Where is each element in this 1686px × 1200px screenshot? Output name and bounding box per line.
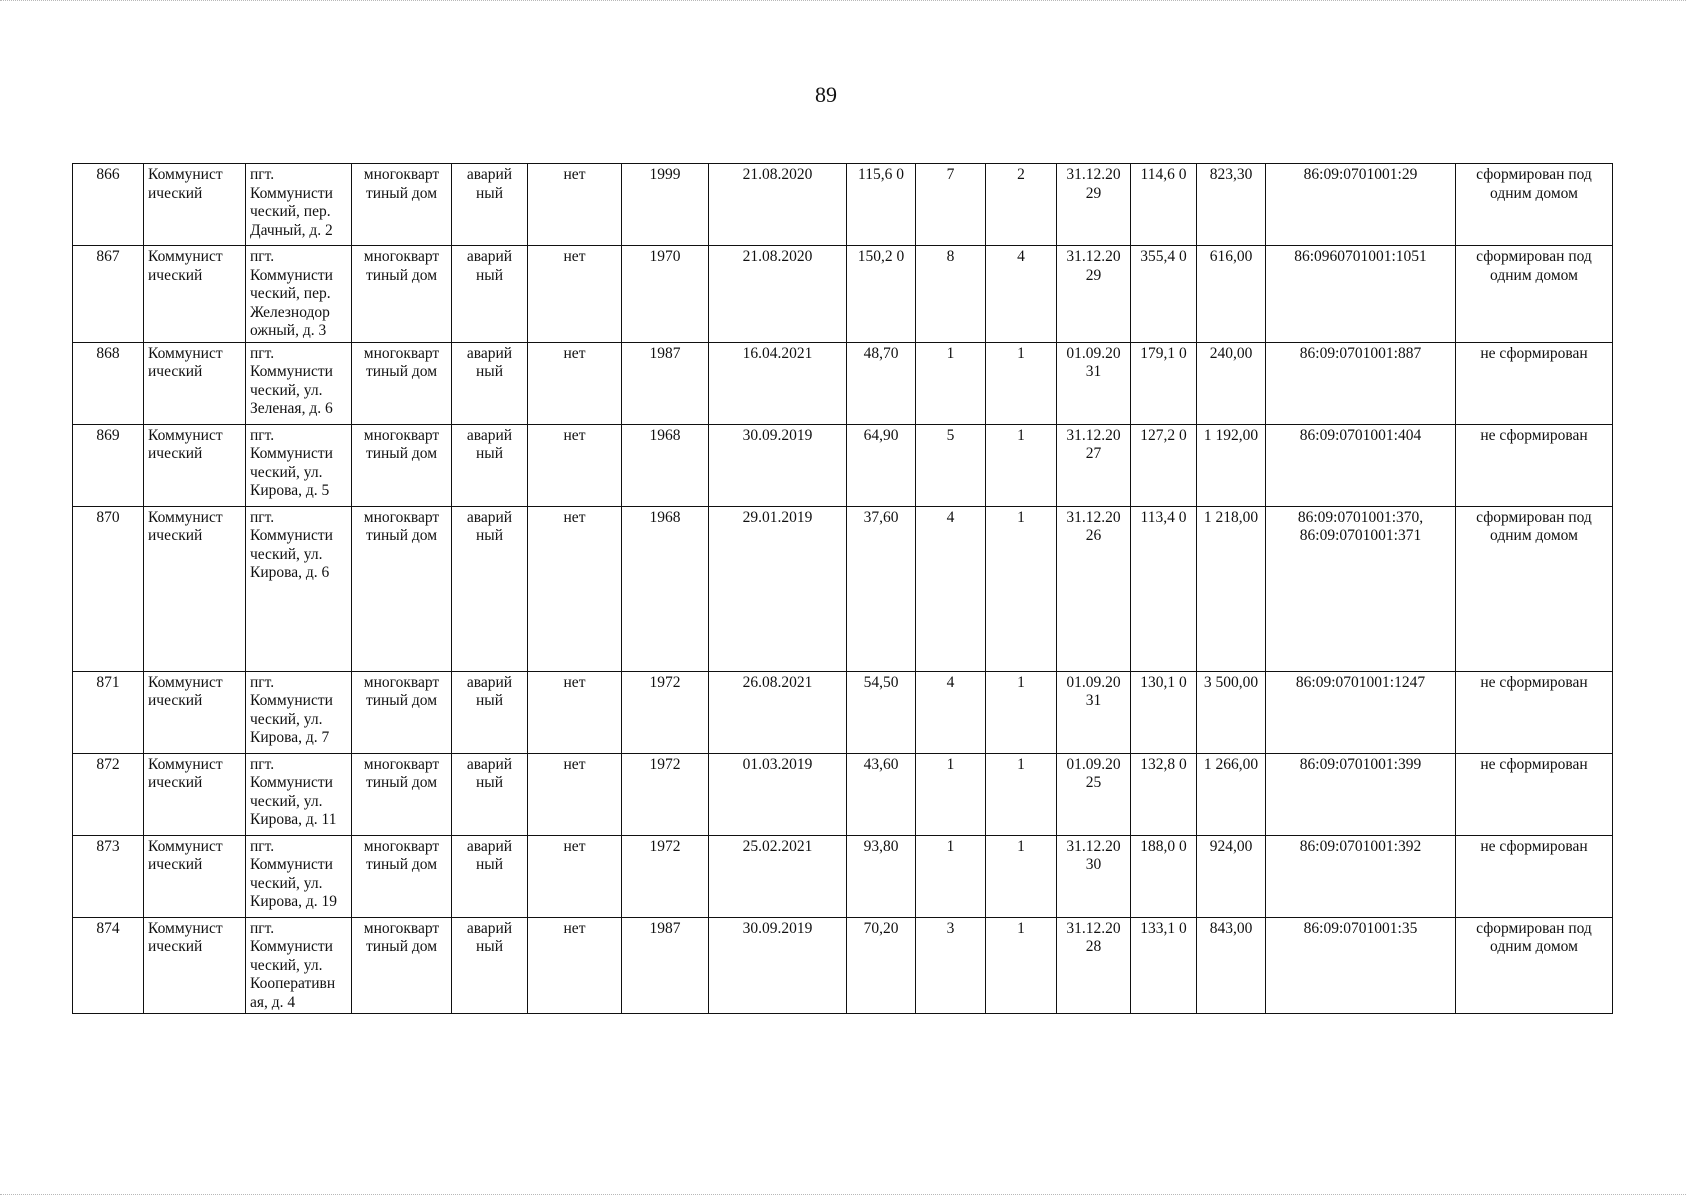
- cell-land-status: сформирован под одним домом: [1456, 164, 1613, 246]
- cell-number: 870: [73, 506, 144, 671]
- cell-date: 16.04.2021: [709, 342, 847, 424]
- cell-municipality: Коммунист ический: [144, 917, 246, 1014]
- cell-municipality: Коммунист ический: [144, 835, 246, 917]
- scan-edge-top: [0, 0, 1686, 3]
- cell-year: 1972: [622, 835, 709, 917]
- table-row: [73, 164, 1613, 246]
- cell-deadline: 01.09.20 31: [1057, 671, 1131, 753]
- cell-area-2: 179,1 0: [1131, 342, 1197, 424]
- table-row: [73, 246, 1613, 343]
- cell-number: 872: [73, 753, 144, 835]
- cell-count-1: 5: [916, 424, 986, 506]
- cell-date: 30.09.2019: [709, 917, 847, 1014]
- cell-flag: нет: [528, 246, 622, 343]
- cell-address: пгт. Коммунисти ческий, ул. Зеленая, д. 6: [246, 342, 352, 424]
- cell-area-2: 127,2 0: [1131, 424, 1197, 506]
- cell-address: пгт. Коммунисти ческий, ул. Кирова, д. 7: [246, 671, 352, 753]
- cell-deadline: 01.09.20 31: [1057, 342, 1131, 424]
- cell-house-type: многокварт тиный дом: [352, 753, 452, 835]
- cell-address: пгт. Коммунисти ческий, ул. Кооперативн ая, д. 4: [246, 917, 352, 1014]
- cell-status: аварий ный: [452, 424, 528, 506]
- cell-address: пгт. Коммунисти ческий, пер. Дачный, д. 2: [246, 164, 352, 246]
- cell-year: 1987: [622, 917, 709, 1014]
- cell-municipality: Коммунист ический: [144, 164, 246, 246]
- cell-count-2: 2: [986, 164, 1057, 246]
- cell-area-2: 114,6 0: [1131, 164, 1197, 246]
- cell-cost: 924,00: [1197, 835, 1266, 917]
- cell-cost: 1 218,00: [1197, 506, 1266, 671]
- cell-year: 1999: [622, 164, 709, 246]
- cell-land-status: сформирован под одним домом: [1456, 246, 1613, 343]
- cell-house-type: многокварт тиный дом: [352, 506, 452, 671]
- table-row: [73, 506, 1613, 671]
- cell-date: 21.08.2020: [709, 164, 847, 246]
- cell-area-2: 130,1 0: [1131, 671, 1197, 753]
- cell-year: 1972: [622, 671, 709, 753]
- cell-area: 93,80: [847, 835, 916, 917]
- cell-date: 26.08.2021: [709, 671, 847, 753]
- cell-cadastral-number: 86:09:0701001:370, 86:09:0701001:371: [1266, 506, 1456, 671]
- table-row: [73, 753, 1613, 835]
- cell-deadline: 31.12.20 29: [1057, 246, 1131, 343]
- cell-count-2: 1: [986, 753, 1057, 835]
- cell-year: 1968: [622, 424, 709, 506]
- cell-municipality: Коммунист ический: [144, 506, 246, 671]
- cell-area: 150,2 0: [847, 246, 916, 343]
- cell-count-2: 1: [986, 835, 1057, 917]
- cell-year: 1968: [622, 506, 709, 671]
- cell-number: 867: [73, 246, 144, 343]
- cell-cadastral-number: 86:09:0701001:404: [1266, 424, 1456, 506]
- cell-year: 1970: [622, 246, 709, 343]
- cell-date: 01.03.2019: [709, 753, 847, 835]
- cell-status: аварий ный: [452, 917, 528, 1014]
- cell-house-type: многокварт тиный дом: [352, 835, 452, 917]
- cell-cadastral-number: 86:09:0701001:399: [1266, 753, 1456, 835]
- cell-house-type: многокварт тиный дом: [352, 917, 452, 1014]
- cell-municipality: Коммунист ический: [144, 671, 246, 753]
- cell-count-1: 1: [916, 342, 986, 424]
- cell-number: 866: [73, 164, 144, 246]
- cell-flag: нет: [528, 753, 622, 835]
- cell-count-1: 7: [916, 164, 986, 246]
- cell-area-2: 113,4 0: [1131, 506, 1197, 671]
- cell-count-1: 4: [916, 506, 986, 671]
- cell-area: 115,6 0: [847, 164, 916, 246]
- cell-cost: 616,00: [1197, 246, 1266, 343]
- cell-flag: нет: [528, 917, 622, 1014]
- cell-status: аварий ный: [452, 342, 528, 424]
- cell-land-status: не сформирован: [1456, 342, 1613, 424]
- cell-count-2: 1: [986, 671, 1057, 753]
- cell-deadline: 01.09.20 25: [1057, 753, 1131, 835]
- cell-cost: 1 266,00: [1197, 753, 1266, 835]
- cell-date: 29.01.2019: [709, 506, 847, 671]
- cell-land-status: не сформирован: [1456, 671, 1613, 753]
- table-row: [73, 835, 1613, 917]
- cell-cost: 1 192,00: [1197, 424, 1266, 506]
- cell-count-1: 1: [916, 753, 986, 835]
- cell-house-type: многокварт тиный дом: [352, 671, 452, 753]
- cell-status: аварий ный: [452, 246, 528, 343]
- cell-area: 54,50: [847, 671, 916, 753]
- cell-cadastral-number: 86:09:0701001:35: [1266, 917, 1456, 1014]
- cell-cost: 823,30: [1197, 164, 1266, 246]
- cell-number: 873: [73, 835, 144, 917]
- cell-flag: нет: [528, 835, 622, 917]
- cell-status: аварий ный: [452, 835, 528, 917]
- cell-count-1: 4: [916, 671, 986, 753]
- table-body: [73, 164, 1613, 1014]
- cell-area-2: 188,0 0: [1131, 835, 1197, 917]
- page-number: 89: [815, 82, 837, 107]
- cell-area: 48,70: [847, 342, 916, 424]
- cell-land-status: не сформирован: [1456, 835, 1613, 917]
- cell-deadline: 31.12.20 29: [1057, 164, 1131, 246]
- cell-flag: нет: [528, 424, 622, 506]
- cell-count-1: 8: [916, 246, 986, 343]
- cell-date: 25.02.2021: [709, 835, 847, 917]
- table-row: [73, 671, 1613, 753]
- cell-count-2: 1: [986, 506, 1057, 671]
- cell-date: 21.08.2020: [709, 246, 847, 343]
- cell-cadastral-number: 86:09:0701001:1247: [1266, 671, 1456, 753]
- cell-house-type: многокварт тиный дом: [352, 164, 452, 246]
- cell-cadastral-number: 86:0960701001:1051: [1266, 246, 1456, 343]
- cell-address: пгт. Коммунисти ческий, ул. Кирова, д. 19: [246, 835, 352, 917]
- cell-count-2: 1: [986, 424, 1057, 506]
- cell-count-1: 1: [916, 835, 986, 917]
- cell-area-2: 355,4 0: [1131, 246, 1197, 343]
- table-row: [73, 424, 1613, 506]
- cell-address: пгт. Коммунисти ческий, ул. Кирова, д. 5: [246, 424, 352, 506]
- cell-house-type: многокварт тиный дом: [352, 246, 452, 343]
- cell-flag: нет: [528, 506, 622, 671]
- cell-municipality: Коммунист ический: [144, 753, 246, 835]
- cell-count-2: 4: [986, 246, 1057, 343]
- cell-municipality: Коммунист ический: [144, 424, 246, 506]
- cell-land-status: сформирован под одним домом: [1456, 917, 1613, 1014]
- cell-year: 1987: [622, 342, 709, 424]
- cell-number: 869: [73, 424, 144, 506]
- cell-cadastral-number: 86:09:0701001:887: [1266, 342, 1456, 424]
- cell-area-2: 132,8 0: [1131, 753, 1197, 835]
- register-table: [72, 163, 1613, 1014]
- scan-edge-bottom: [0, 1194, 1686, 1198]
- cell-land-status: не сформирован: [1456, 753, 1613, 835]
- cell-cost: 3 500,00: [1197, 671, 1266, 753]
- cell-land-status: не сформирован: [1456, 424, 1613, 506]
- cell-count-2: 1: [986, 917, 1057, 1014]
- cell-number: 871: [73, 671, 144, 753]
- cell-date: 30.09.2019: [709, 424, 847, 506]
- cell-address: пгт. Коммунисти ческий, ул. Кирова, д. 11: [246, 753, 352, 835]
- cell-number: 868: [73, 342, 144, 424]
- cell-deadline: 31.12.20 27: [1057, 424, 1131, 506]
- cell-cost: 843,00: [1197, 917, 1266, 1014]
- cell-deadline: 31.12.20 30: [1057, 835, 1131, 917]
- cell-area: 43,60: [847, 753, 916, 835]
- cell-number: 874: [73, 917, 144, 1014]
- cell-status: аварий ный: [452, 753, 528, 835]
- cell-address: пгт. Коммунисти ческий, пер. Железнодор ожный, д. 3: [246, 246, 352, 343]
- cell-area: 64,90: [847, 424, 916, 506]
- cell-area: 70,20: [847, 917, 916, 1014]
- cell-status: аварий ный: [452, 671, 528, 753]
- cell-municipality: Коммунист ический: [144, 342, 246, 424]
- cell-flag: нет: [528, 164, 622, 246]
- cell-status: аварий ный: [452, 506, 528, 671]
- cell-cadastral-number: 86:09:0701001:392: [1266, 835, 1456, 917]
- cell-cost: 240,00: [1197, 342, 1266, 424]
- cell-flag: нет: [528, 671, 622, 753]
- table-row: [73, 342, 1613, 424]
- cell-house-type: многокварт тиный дом: [352, 342, 452, 424]
- cell-land-status: сформирован под одним домом: [1456, 506, 1613, 671]
- cell-year: 1972: [622, 753, 709, 835]
- cell-count-1: 3: [916, 917, 986, 1014]
- cell-count-2: 1: [986, 342, 1057, 424]
- cell-house-type: многокварт тиный дом: [352, 424, 452, 506]
- cell-status: аварий ный: [452, 164, 528, 246]
- cell-municipality: Коммунист ический: [144, 246, 246, 343]
- cell-flag: нет: [528, 342, 622, 424]
- cell-area: 37,60: [847, 506, 916, 671]
- table-row: [73, 917, 1613, 1014]
- cell-area-2: 133,1 0: [1131, 917, 1197, 1014]
- cell-deadline: 31.12.20 26: [1057, 506, 1131, 671]
- cell-deadline: 31.12.20 28: [1057, 917, 1131, 1014]
- cell-cadastral-number: 86:09:0701001:29: [1266, 164, 1456, 246]
- cell-address: пгт. Коммунисти ческий, ул. Кирова, д. 6: [246, 506, 352, 671]
